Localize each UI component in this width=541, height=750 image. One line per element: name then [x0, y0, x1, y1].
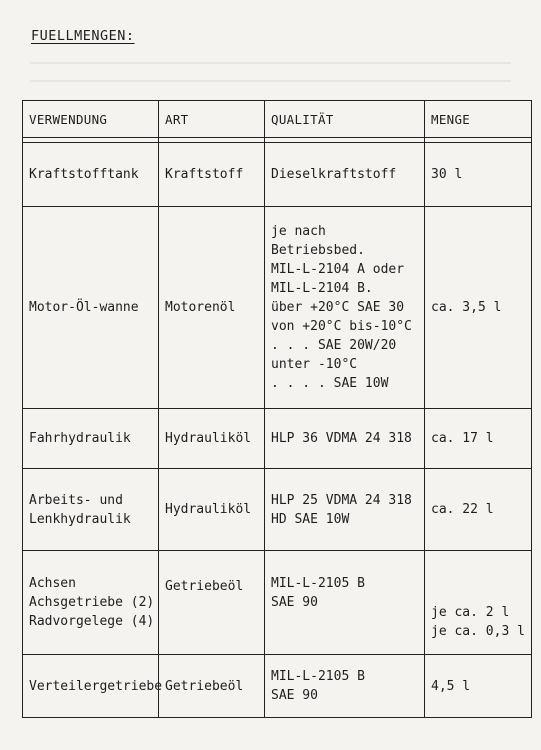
- cell-qualitaet: je nach Betriebsbed. MIL-L-2104 A oder MIL-L-2104 B. über +20°C SAE 30 von +20°C bis-10°C . . . SAE 20W/20 unter -10°C . . . . SAE 10W: [265, 207, 425, 409]
- column-header-verwendung: VERWENDUNG: [23, 101, 159, 138]
- cell-art: Getriebeöl: [159, 655, 265, 718]
- cell-art: Getriebeöl: [159, 551, 265, 655]
- column-header-qualitaet: QUALITÄT: [265, 101, 425, 138]
- table-row: [23, 207, 532, 409]
- cell-qualitaet: Dieselkraftstoff: [265, 143, 425, 207]
- bleed-through-line: [30, 62, 511, 64]
- cell-qualitaet: MIL-L-2105 B SAE 90: [265, 551, 425, 655]
- cell-qualitaet: HLP 25 VDMA 24 318 HD SAE 10W: [265, 469, 425, 551]
- page-title: FUELLMENGEN:: [31, 28, 135, 44]
- column-header-art: ART: [159, 101, 265, 138]
- cell-verwendung: Achsen Achsgetriebe (2) Radvorgelege (4): [23, 551, 159, 655]
- table-row: [23, 143, 532, 207]
- table-header-row: [23, 101, 532, 138]
- cell-menge: ca. 17 l: [425, 409, 532, 469]
- table-row: [23, 655, 532, 718]
- cell-menge: ca. 3,5 l: [425, 207, 532, 409]
- cell-verwendung: Fahrhydraulik: [23, 409, 159, 469]
- cell-menge: 30 l: [425, 143, 532, 207]
- cell-verwendung: Motor-Öl-wanne: [23, 207, 159, 409]
- cell-menge: je ca. 2 l je ca. 0,3 l: [425, 551, 532, 655]
- cell-qualitaet: MIL-L-2105 B SAE 90: [265, 655, 425, 718]
- fill-quantities-table: [22, 100, 532, 718]
- table-row: [23, 551, 532, 655]
- cell-art: Motorenöl: [159, 207, 265, 409]
- cell-verwendung: Kraftstofftank: [23, 143, 159, 207]
- cell-art: Kraftstoff: [159, 143, 265, 207]
- column-header-menge: MENGE: [425, 101, 532, 138]
- bleed-through-line: [30, 80, 511, 82]
- cell-menge: 4,5 l: [425, 655, 532, 718]
- cell-menge: ca. 22 l: [425, 469, 532, 551]
- table-row: [23, 409, 532, 469]
- cell-qualitaet: HLP 36 VDMA 24 318: [265, 409, 425, 469]
- cell-verwendung: Verteilergetriebe: [23, 655, 159, 718]
- table-row: [23, 469, 532, 551]
- cell-art: Hydrauliköl: [159, 409, 265, 469]
- cell-verwendung: Arbeits- und Lenkhydraulik: [23, 469, 159, 551]
- cell-art: Hydrauliköl: [159, 469, 265, 551]
